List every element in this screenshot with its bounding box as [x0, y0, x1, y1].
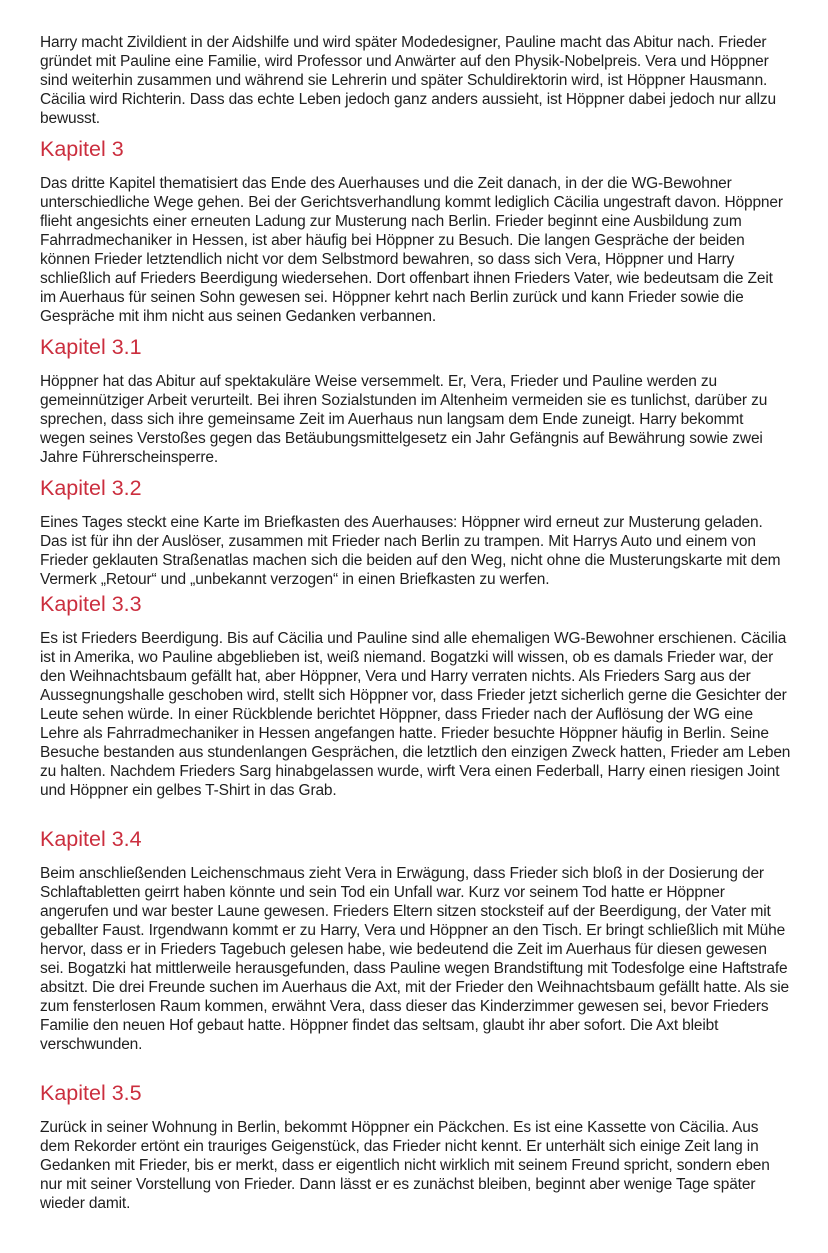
section-kapitel-3-3 — [40, 592, 792, 800]
section-kapitel-3-1 — [40, 335, 792, 467]
paragraph: Es ist Frieders Beerdigung. Bis auf Cäcilia und Pauline sind alle ehemaligen WG-Bewohner erschienen. Cäcilia ist in Amerika, wo Pauline abgeblieben ist, weiß niemand. Bogatzki will wissen, ob es damals Frieder war, der den Weihnachtsbaum gefällt hat, aber Höppner, Vera und Harry verraten nichts. Als Frieders Sarg aus der Aussegnungshalle geschoben wird, stellt sich Höppner vor, dass Frieder jetzt sicherlich gerne die Gesichter der Leute sehen würde. In einer Rückblende berichtet Höppner, dass Frieder nach der Auflösung der WG eine Lehre als Fahrradmechaniker in Hessen angefangen hatte. Frieder besuchte Höppner häufig in Berlin. Seine Besuche bestanden aus stundenlangen Gesprächen, die letztlich den einzigen Zweck hatten, Frieder am Leben zu halten. Nachdem Frieders Sarg hinabgelassen wurde, wirft Vera einen Federball, Harry einen riesigen Joint und Höppner ein gelbes T-Shirt in das Grab. — [40, 630, 791, 799]
section-kapitel-3 — [40, 137, 792, 326]
section-heading-kapitel-3: Kapitel 3 — [40, 137, 124, 161]
section-heading-kapitel-3-4: Kapitel 3.4 — [40, 827, 142, 851]
paragraph: Höppner hat das Abitur auf spektakuläre Weise versemmelt. Er, Vera, Frieder und Pauline werden zu gemeinnütziger Arbeit verurteilt. Bei ihren Sozialstunden im Altenheim vermeiden sie es tunlichst, darüber zu sprechen, dass sich ihre gemeinsame Zeit im Auerhaus nun langsam dem Ende zuneigt. Harry bekommt wegen seines Verstoßes gegen das Betäubungsmittelgesetz ein Jahr Gefängnis auf Bewährung sowie zwei Jahre Führerscheinsperre. — [40, 373, 768, 466]
section-heading-kapitel-3-2: Kapitel 3.2 — [40, 476, 142, 500]
paragraph: Eines Tages steckt eine Karte im Briefkasten des Auerhauses: Höppner wird erneut zur Musterung geladen. Das ist für ihn der Auslöser, zusammen mit Frieder nach Berlin zu trampen. Mit Harrys Auto und einem von Frieder geklauten Straßenatlas machen sich die beiden auf den Weg, nicht ohne die Musterungskarte mit dem Vermerk „Retour“ und „unbekannt verzogen“ in einen Briefkasten zu werfen. — [40, 514, 781, 588]
section-heading-kapitel-3-3: Kapitel 3.3 — [40, 592, 142, 616]
section-kapitel-3-2 — [40, 476, 792, 589]
section-heading-kapitel-3-1: Kapitel 3.1 — [40, 335, 142, 359]
intro-paragraph: Harry macht Zivildient in der Aidshilfe und wird später Modedesigner, Pauline macht das Abitur nach. Frieder gründet mit Pauline eine Familie, wird Professor und Anwärter auf den Physik-Nobelpreis. Vera und Höppner sind weiterhin zusammen und während sie Lehrerin und später Schuldirektorin wird, ist Höppner Hausmann. Cäcilia wird Richterin. Dass das echte Leben jedoch ganz anders aussieht, ist Höppner dabei jedoch nur allzu bewusst. — [40, 34, 776, 127]
section-kapitel-3-5 — [40, 1081, 792, 1213]
section-heading-kapitel-3-5: Kapitel 3.5 — [40, 1081, 142, 1105]
section-kapitel-3-4 — [40, 827, 792, 1054]
paragraph: Zurück in seiner Wohnung in Berlin, bekommt Höppner ein Päckchen. Es ist eine Kassette von Cäcilia. Aus dem Rekorder ertönt ein trauriges Geigenstück, das Frieder nicht kennt. Er unterhält sich einige Zeit lang in Gedanken mit Frieder, bis er merkt, dass er eigentlich nicht wirklich mit seinem Freund spricht, sondern eben nur mit seiner Vorstellung von Frieder. Dann lässt er es zunächst bleiben, beginnt aber wenige Tage später wieder damit. — [40, 1119, 770, 1212]
paragraph: Beim anschließenden Leichenschmaus zieht Vera in Erwägung, dass Frieder sich bloß in der Dosierung der Schlaftabletten geirrt haben könnte und sein Tod ein Unfall war. Kurz vor seinem Tod hatte er Höppner angerufen und war bester Laune gewesen. Frieders Eltern sitzen stocksteif auf der Beerdigung, der Vater mit geballter Faust. Irgendwann kommt er zu Harry, Vera und Höppner an den Tisch. Er bringt schließlich mit Mühe hervor, dass er in Frieders Tagebuch gelesen habe, wie bedeutend die Zeit im Auerhaus für diesen gewesen sei. Bogatzki hat mittlerweile herausgefunden, dass Pauline wegen Brandstiftung mit Todesfolge eine Haftstrafe absitzt. Die drei Freunde suchen im Auerhaus die Axt, mit der Frieder den Weihnachtsbaum gefällt hatte. Als sie zum fensterlosen Raum kommen, erwähnt Vera, dass dieser das Kinderzimmer gewesen sei, bevor Frieders Familie den neuen Hof gebaut hatte. Höppner findet das seltsam, glaubt ihr aber sofort. Die Axt bleibt verschwunden. — [40, 865, 789, 1053]
paragraph: Das dritte Kapitel thematisiert das Ende des Auerhauses und die Zeit danach, in der die WG-Bewohner unterschiedliche Wege gehen. Bei der Gerichtsverhandlung kommt lediglich Cäcilia ungestraft davon. Höppner flieht angesichts einer erneuten Ladung zur Musterung nach Berlin. Frieder beginnt eine Ausbildung zum Fahrradmechaniker in Hessen, ist aber häufig bei Höppner zu Besuch. Die langen Gespräche der beiden können Frieder letztendlich nicht vor dem Selbstmord bewahren, so dass sich Vera, Höppner und Harry schließlich auf Frieders Beerdigung wiedersehen. Dort offenbart ihnen Frieders Vater, wie bedeutsam die Zeit im Auerhaus für seinen Sohn gewesen sei. Höppner kehrt nach Berlin zurück und kann Frieder sowie die Gespräche mit ihm nicht aus seinen Gedanken verbannen. — [40, 175, 783, 325]
